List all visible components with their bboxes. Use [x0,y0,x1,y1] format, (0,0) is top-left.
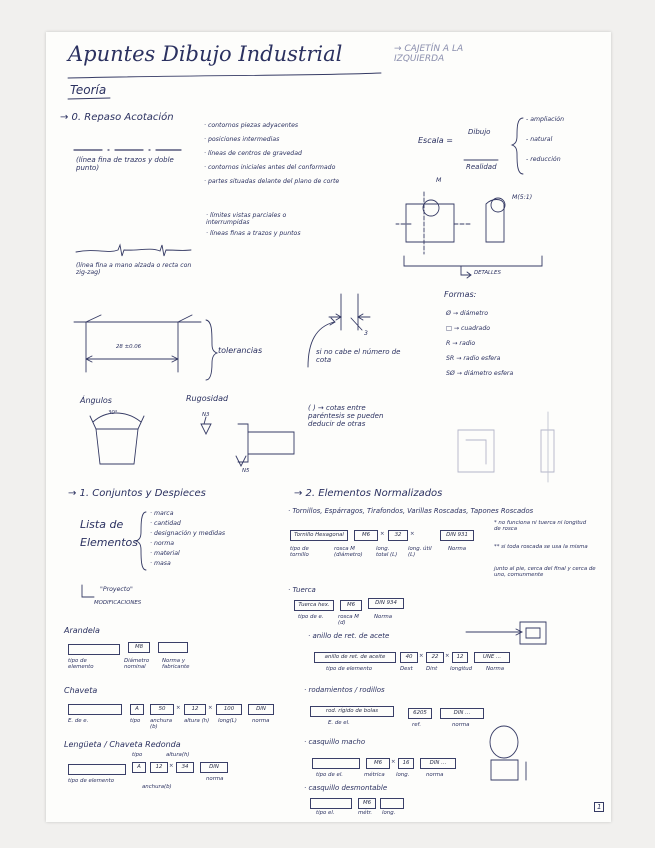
anillo-label: · anillo de ret. de acete [308,632,390,640]
annotation: long. [382,810,396,816]
designation-box: DIN [200,762,228,773]
annotation: altura (h) [184,718,210,724]
escala-denominator: Realidad [466,163,497,171]
chaveta-label: Chaveta [64,686,98,695]
annotation: longitud [450,666,473,672]
escala-types [526,116,564,176]
escala-label: Escala = [418,136,453,145]
section-teoria: Teoría [70,83,107,97]
list-item: R → radio [446,340,476,347]
annotation: tipo de el. [316,772,344,778]
list-item: - natural [526,136,553,143]
designation-box: DIN 934 [368,598,404,609]
ra-value: N3 [202,412,210,418]
cota-number: 3 [364,330,368,337]
annotation: Norma [374,614,393,620]
page-number: 1 [594,802,604,812]
annotation: ref. [412,722,422,728]
designation-box: DIN ... [420,758,456,769]
annotation: rosca M (diámetro) [334,546,363,559]
annotation: anchura (b) [150,718,173,731]
notebook-page [46,32,611,822]
casquillo-macho-label: · casquillo macho [304,738,366,746]
designation-box: DIN [248,704,274,715]
lengueta-label: Lengüeta / Chaveta Redonda [64,740,181,749]
annotation: norma [206,776,224,782]
annotation: Norma y fabricante [162,658,190,671]
list-item: · norma [150,540,175,547]
times-symbol: × [169,763,174,769]
annotation: Diámetro nominal [124,658,150,671]
list-item: SR → radio esfera [446,355,501,362]
designation-box: DIN ... [440,708,484,719]
designation-box: 34 [176,762,194,773]
designation-box: A [132,762,146,773]
designation-box: M6 [358,798,376,809]
designation-box: UNE ... [474,652,510,663]
rodamientos-label: · rodamientos / rodillos [304,686,385,694]
list-item: · líneas finas a trazos y puntos [206,230,301,237]
casquillo-desmontable-label: · casquillo desmontable [304,784,388,792]
times-symbol: × [391,759,396,765]
annotation: E. de el. [328,720,350,726]
tuerca-label: · Tuerca [288,586,316,594]
designation-box [158,642,188,653]
annotation: Norma [486,666,505,672]
designation-box: 12 [452,652,468,663]
list-item: - ampliación [526,116,565,123]
dimension-value: 28 ±0.06 [116,344,142,350]
designation-box: 50 [150,704,174,715]
times-symbol: × [208,705,213,711]
designation-box: rod. rígido de bolas [310,706,394,717]
formas-title: Formas: [444,290,477,299]
list-item: · cantidad [150,520,181,527]
page-title: Apuntes Dibujo Industrial [68,42,343,66]
note: ** si toda roscada se usa la misma [494,544,588,550]
designation-box: 16 [398,758,414,769]
cota-note: si no cabe el número de cota [316,348,401,365]
section-2-heading: → 2. Elementos Normalizados [294,488,443,499]
designation-box [68,644,120,655]
times-symbol: × [419,653,424,659]
list-item: · límites vistas parciales o interrumpidas [206,212,287,226]
section-1-heading: → 1. Conjuntos y Despieces [68,488,206,499]
designation-box [68,704,122,715]
list-item: · masa [150,560,171,567]
list-item: · líneas de centros de gravedad [204,150,302,157]
section-0-heading: → 0. Repaso Acotación [60,112,174,123]
annotation: long. total (L) [376,546,398,559]
designation-box: DIN 931 [440,530,474,541]
tornillos-label: · Tornillos, Espárragos, Tirafondos, Varillas Roscadas, Tapones Roscados [288,507,534,515]
annotation: long. [396,772,410,778]
designation-box: 40 [400,652,418,663]
times-symbol: × [380,531,385,537]
list-item: · contornos iniciales antes del conformado [204,164,336,171]
angle-value: 30° [108,410,118,416]
annotation: métr. [358,810,373,816]
designation-box: M6 [354,530,378,541]
designation-box: 12 [150,762,168,773]
n5-label: N5 [242,468,250,474]
m51-label: M(5:1) [512,194,533,201]
list-item: Ø → diámetro [446,310,489,317]
designation-box: A [130,704,144,715]
lista-items [150,510,225,570]
designation-box: 12 [184,704,206,715]
line1-uses-list [204,122,339,192]
annotation: Dint [426,666,438,672]
designation-box: M6 [366,758,390,769]
designation-box [310,798,352,809]
list-item: · marca [150,510,174,517]
designation-box: 32 [388,530,408,541]
annotation: norma [426,772,444,778]
cajetin-note: → CAJETÍN A LA IZQUIERDA [394,44,464,65]
annotation: métrica [364,772,385,778]
times-symbol: × [176,705,181,711]
list-item: · posiciones intermedias [204,136,280,143]
designation-box: 22 [426,652,444,663]
designation-box: Tuerca hex. [294,600,334,611]
list-item: · contornos piezas adyacentes [204,122,299,129]
annotation: long(L) [218,718,237,724]
annotation: altura(h) [166,752,190,758]
annotation: anchura(b) [142,784,172,790]
line1-caption: (línea fina de trazos y doble punto) [76,156,174,173]
designation-box: anillo de ret. de aceite [314,652,396,663]
times-symbol: × [445,653,450,659]
annotation: tipo el. [316,810,335,816]
times-symbol: × [410,531,415,537]
annotation: tipo [130,718,141,724]
annotation: norma [452,722,470,728]
detalles-label: DETALLES [474,270,501,276]
note: junto al pie, cerca del final y cerca de uno, comunmente [494,566,596,579]
designation-box: 6205 [408,708,432,719]
annotation: norma [252,718,270,724]
annotation: rosca M (d) [338,614,359,627]
line2-caption: (línea fina a mano alzada o recta con zig-zag) [76,262,192,277]
angulos-label: Ángulos [80,396,112,405]
list-item: · designación y medidas [150,530,226,537]
line2-uses-list [206,212,316,237]
designation-box: M8 [128,642,150,653]
annotation: tipo de elemento [68,778,115,784]
lista-elementos-label: Lista de Elementos [80,518,139,549]
designation-box [380,798,404,809]
list-item: SØ → diámetro esfera [446,370,514,377]
annotation: E. de e. [68,718,89,724]
parentesis-note: ( ) → cotas entre paréntesis se pueden deducir de otras [308,404,384,429]
arandela-label: Arandela [64,626,100,635]
list-item: · material [150,550,180,557]
proyecto-label: "Proyecto" [100,586,133,593]
m-label: M [436,177,442,184]
designation-box: M6 [340,600,362,611]
modificaciones-label: MODIFICACIONES [94,600,142,606]
designation-box: 100 [216,704,242,715]
annotation: Norma [448,546,467,552]
annotation: Dext [400,666,413,672]
annotation: tipo de elemento [326,666,373,672]
annotation: tipo de e. [298,614,324,620]
designation-box: Tornillo Hexagonal [290,530,348,541]
tolerancias-label: tolerancias [218,346,263,355]
note: * no funciona ni tuerca ni longitud de rosca [494,520,587,533]
annotation: tipo de tornillo [290,546,309,559]
list-item: □ → cuadrado [446,325,491,332]
list-item: · partes situadas delante del plano de corte [204,178,340,185]
annotation: tipo [132,752,143,758]
formas-list [446,310,513,385]
escala-numerator: Dibujo [468,128,491,136]
designation-box [68,764,126,775]
list-item: - reducción [526,156,561,163]
annotation: long. útil (L) [408,546,432,559]
rugosidad-label: Rugosidad [186,394,229,403]
designation-box [312,758,360,769]
annotation: tipo de elemento [68,658,94,671]
